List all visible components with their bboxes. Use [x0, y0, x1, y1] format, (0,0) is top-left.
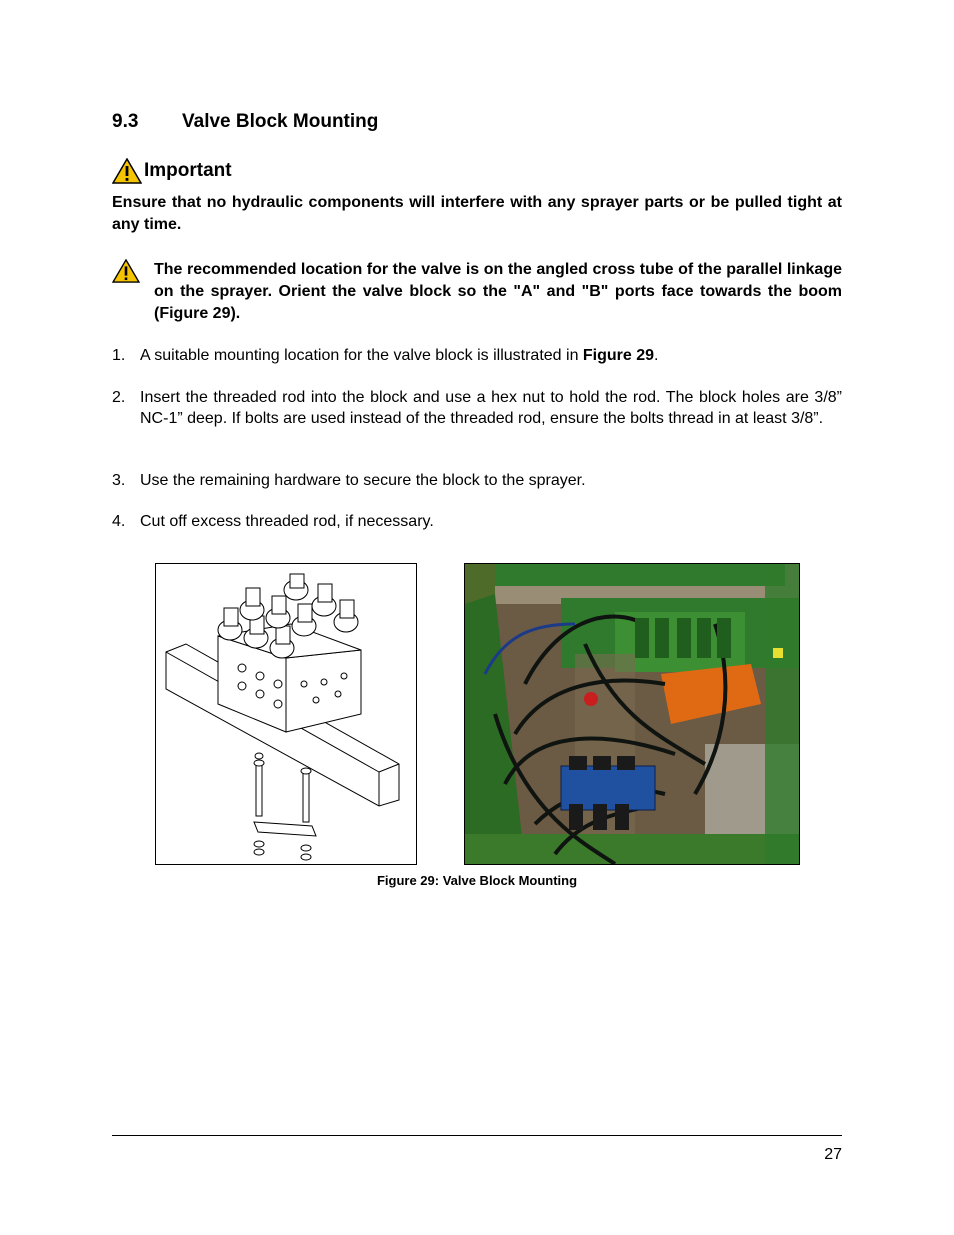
list-text-end: . — [654, 347, 659, 364]
list-text-body: A suitable mounting location for the valve block is illustrated in — [140, 347, 583, 364]
list-number: 2. — [112, 389, 126, 406]
list-text: Use the remaining hardware to secure the block to the sprayer. — [140, 472, 586, 489]
list-item — [112, 345, 842, 366]
list-number: 3. — [112, 472, 126, 489]
list-number: 1. — [112, 347, 126, 364]
list-number: 4. — [112, 513, 126, 530]
warning-icon — [112, 259, 140, 283]
list-text: Cut off excess threaded rod, if necessary. — [140, 513, 434, 530]
list-item — [112, 387, 842, 429]
warning-block — [112, 259, 842, 325]
list-item — [112, 511, 842, 532]
warning-text: The recommended location for the valve is on the angled cross tube of the parallel linkage on the sprayer. Orient the valve block so the "A" and "B" ports face towards the boom (Figure 29). — [154, 261, 842, 322]
important-label: Important — [144, 160, 232, 181]
section-title: Valve Block Mounting — [182, 111, 379, 132]
figure-reference: Figure 29 — [582, 347, 655, 364]
notice-paragraph: Ensure that no hydraulic components will interfere with any sprayer parts or be pulled tight at any time. — [112, 194, 842, 233]
figure-caption: Figure 29: Valve Block Mounting — [376, 873, 578, 888]
important-heading — [112, 158, 232, 184]
section-number: 9.3 — [112, 111, 139, 132]
valve-block-drawing — [155, 563, 417, 865]
list-text — [140, 345, 842, 366]
warning-icon — [112, 158, 142, 184]
page-number: 27 — [824, 1146, 842, 1163]
warning-icon-container — [112, 259, 154, 325]
list-text: Insert the threaded rod into the block and use a hex nut to hold the rod. The block holes are 3/8” NC-1” deep. If bolts are used instead of the threaded rod, ensure the bolts thread in at least 3/8”. — [140, 389, 842, 427]
section-heading — [112, 111, 378, 133]
valve-block-photo — [464, 563, 800, 865]
list-item — [112, 470, 842, 491]
footer-divider — [112, 1135, 842, 1136]
